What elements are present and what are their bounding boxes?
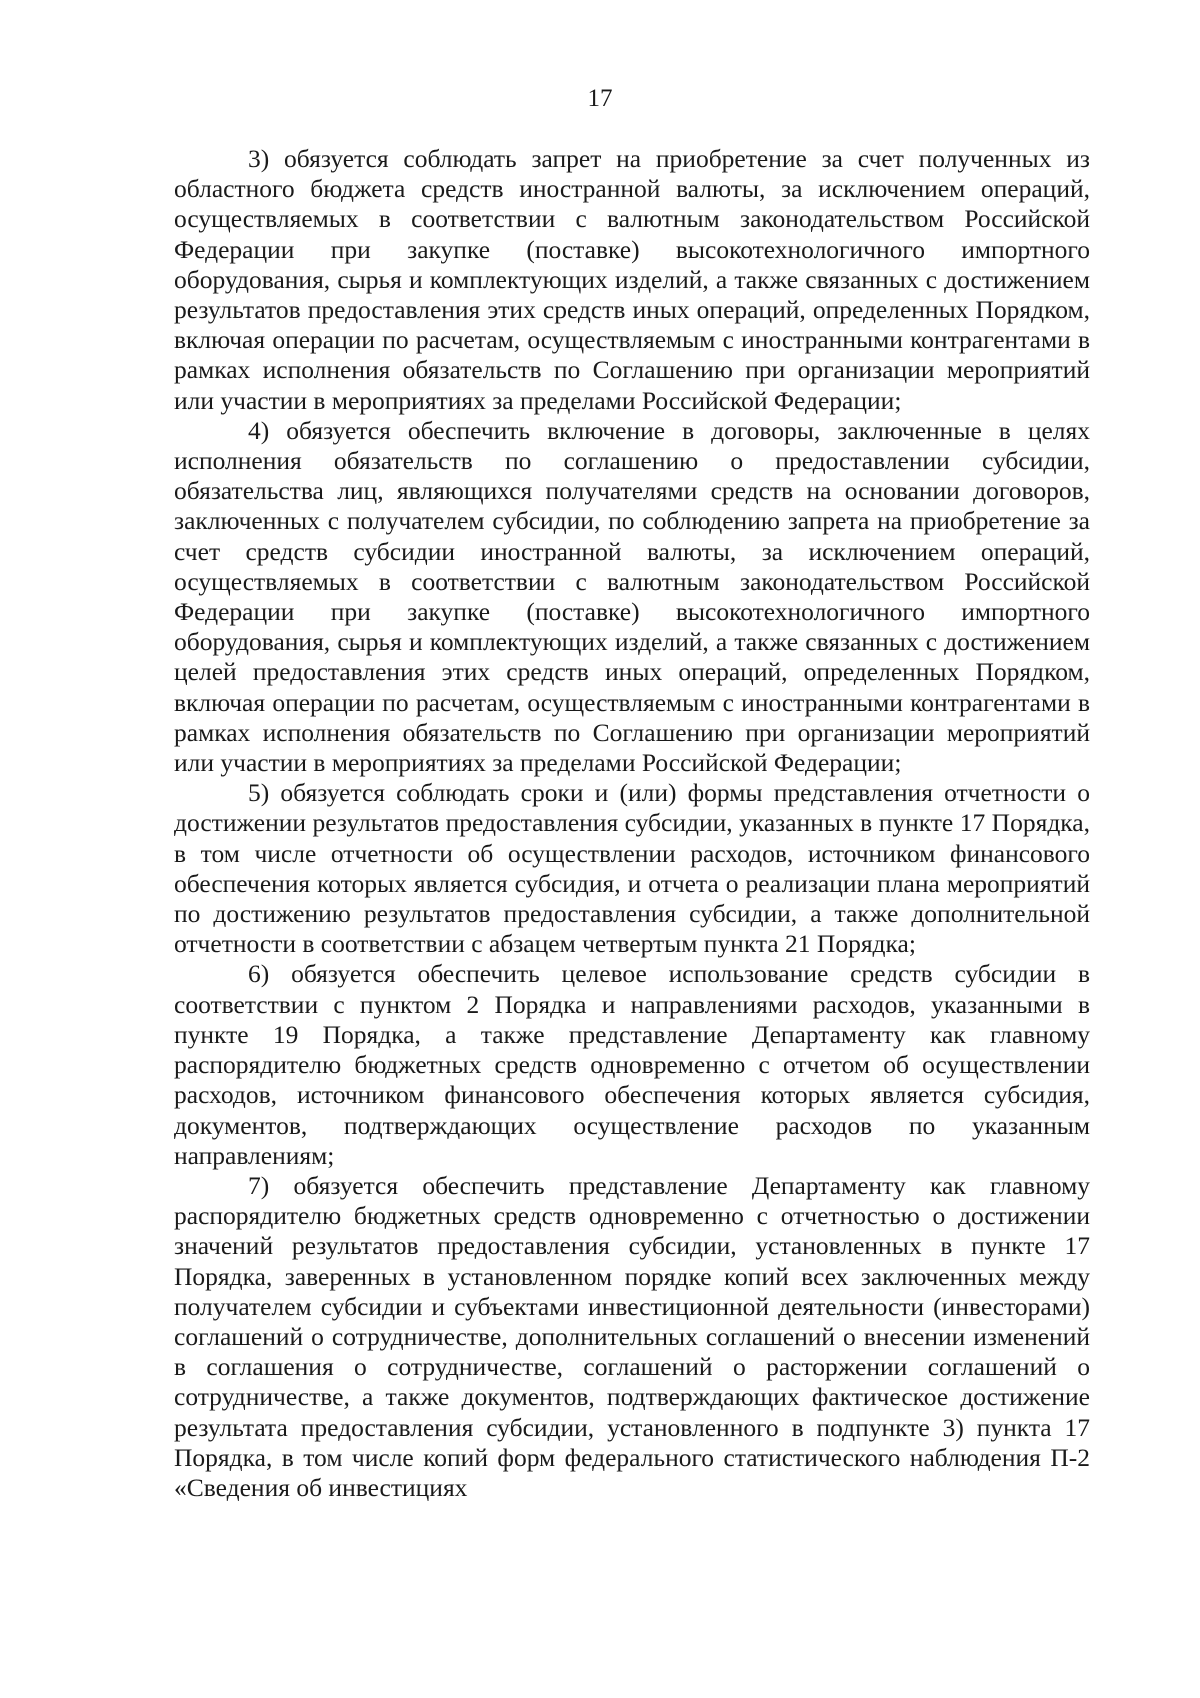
paragraph-item-3: 3) обязуется соблюдать запрет на приобретение за счет полученных из областного бюджета средств иностранной валюты, за исключением операций, осуществляемых в соответствии с валютным законодательством Российской Федерации при закупке (поставке) высокотехнологичного импортного оборудования, сырья и комплектующих изделий, а также связанных с достижением результатов предоставления этих средств иных операций, определенных Порядком, включая операции по расчетам, осуществляемым с иностранными контрагентами в рамках исполнения обязательств по Соглашению при организации мероприятий или участии в мероприятиях за пределами Российской Федерации;	[174, 144, 1090, 415]
paragraph-item-5: 5) обязуется соблюдать сроки и (или) формы представления отчетности о достижении результатов предоставления субсидии, указанных в пункте 17 Порядка, в том числе отчетности об осуществлении расходов, источником финансового обеспечения которых является субсидия, и отчета о реализации плана мероприятий по достижению результатов предоставления субсидии, а также дополнительной отчетности в соответствии с абзацем четвертым пункта 21 Порядка;	[174, 778, 1090, 959]
paragraph-item-4: 4) обязуется обеспечить включение в договоры, заключенные в целях исполнения обязательств по соглашению о предоставлении субсидии, обязательства лиц, являющихся получателями средств на основании договоров, заключенных с получателем субсидии, по соблюдению запрета на приобретение за счет средств субсидии иностранной валюты, за исключением операций, осуществляемых в соответствии с валютным законодательством Российской Федерации при закупке (поставке) высокотехнологичного импортного оборудования, сырья и комплектующих изделий, а также связанных с достижением целей предоставления этих средств иных операций, определенных Порядком, включая операции по расчетам, осуществляемым с иностранными контрагентами в рамках исполнения обязательств по Соглашению при организации мероприятий или участии в мероприятиях за пределами Российской Федерации;	[174, 415, 1090, 778]
document-body	[174, 144, 1090, 1503]
paragraph-item-6: 6) обязуется обеспечить целевое использование средств субсидии в соответствии с пунктом 2 Порядка и направлениями расходов, указанными в пункте 19 Порядка, а также представление Департаменту как главному распорядителю бюджетных средств одновременно с отчетом об осуществлении расходов, источником финансового обеспечения которых является субсидия, документов, подтверждающих осуществление расходов по указанным направлениям;	[174, 959, 1090, 1170]
paragraph-item-7: 7) обязуется обеспечить представление Департаменту как главному распорядителю бюджетных средств одновременно с отчетностью о достижении значений результатов предоставления субсидии, установленных в пункте 17 Порядка, заверенных в установленном порядке копий всех заключенных между получателем субсидии и субъектами инвестиционной деятельности (инвесторами) соглашений о сотрудничестве, дополнительных соглашений о внесении изменений в соглашения о сотрудничестве, соглашений о расторжении соглашений о сотрудничестве, а также документов, подтверждающих фактическое достижение результата предоставления субсидии, установленного в подпункте 3) пункта 17 Порядка, в том числе копий форм федерального статистического наблюдения П-2 «Сведения об инвестициях	[174, 1170, 1090, 1502]
page-number: 17	[587, 85, 613, 112]
